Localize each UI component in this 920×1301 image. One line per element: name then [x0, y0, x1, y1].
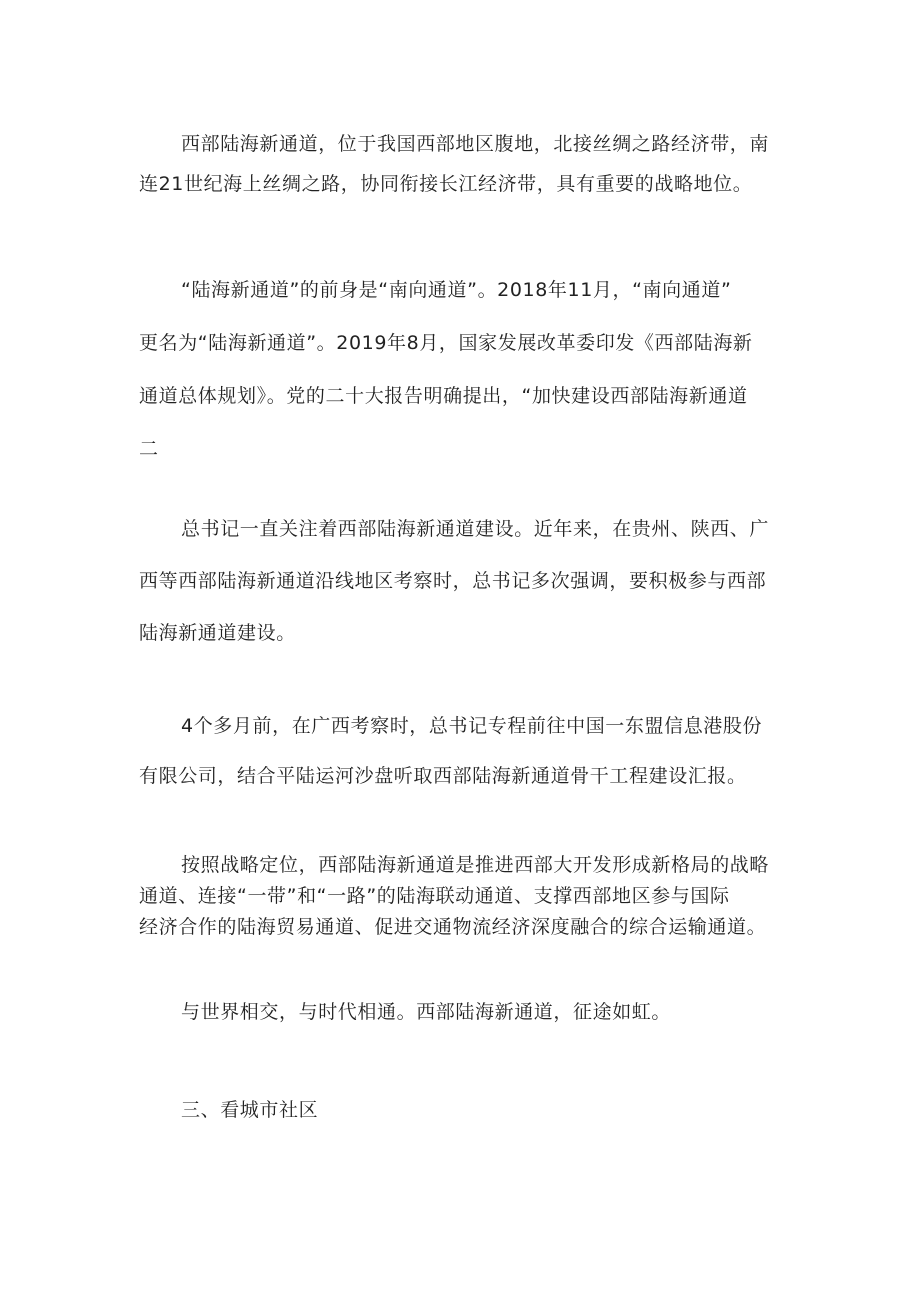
paragraph-6 — [139, 997, 781, 1027]
paragraph-line: 连21世纪海上丝绸之路，协同衔接长江经济带，具有重要的战略地位。 — [139, 173, 753, 195]
section-heading-text: 三、看城市社区 — [181, 1099, 319, 1121]
paragraph-1 — [139, 124, 781, 204]
paragraph-line: 通道、连接“一带”和“一路”的陆海联动通道、支撑西部地区参与国际 — [139, 885, 730, 907]
paragraph-5 — [139, 850, 781, 943]
paragraph-line: 西等西部陆海新通道沿线地区考察时，总书记多次强调，要积极参与西部 — [139, 570, 767, 592]
paragraph-line: “陆海新通道”的前身是“南向通道”。2018年11月，“南向通道” — [181, 279, 732, 301]
paragraph-line: 与世界相交，与时代相通。西部陆海新通道，征途如虹。 — [181, 1001, 672, 1023]
paragraph-3 — [139, 503, 781, 659]
paragraph-line: 有限公司，结合平陆运河沙盘听取西部陆海新通道骨干工程建设汇报。 — [139, 765, 747, 787]
paragraph-line: 更名为“陆海新通道”。2019年8月，国家发展改革委印发《西部陆海新 — [139, 332, 753, 354]
paragraph-line: 按照战略定位，西部陆海新通道是推进西部大开发形成新格局的战略 — [181, 854, 770, 876]
paragraph-4 — [139, 701, 781, 801]
paragraph-line: 总书记一直关注着西部陆海新通道建设。近年来，在贵州、陕西、广 — [181, 518, 770, 540]
paragraph-2 — [139, 264, 781, 476]
section-heading — [139, 1095, 781, 1125]
paragraph-line: 4个多月前，在广西考察时，总书记专程前往中国一东盟信息港股份 — [181, 715, 763, 737]
paragraph-line: 陆海新通道建设。 — [139, 622, 296, 644]
paragraph-line: 经济合作的陆海贸易通道、促进交通物流经济深度融合的综合运输通道。 — [139, 916, 767, 938]
paragraph-line: 二 — [139, 438, 159, 460]
paragraph-line: 西部陆海新通道，位于我国西部地区腹地，北接丝绸之路经济带，南 — [181, 133, 770, 155]
paragraph-line: 通道总体规划》。党的二十大报告明确提出，“加快建设西部陆海新通道 — [139, 385, 748, 407]
